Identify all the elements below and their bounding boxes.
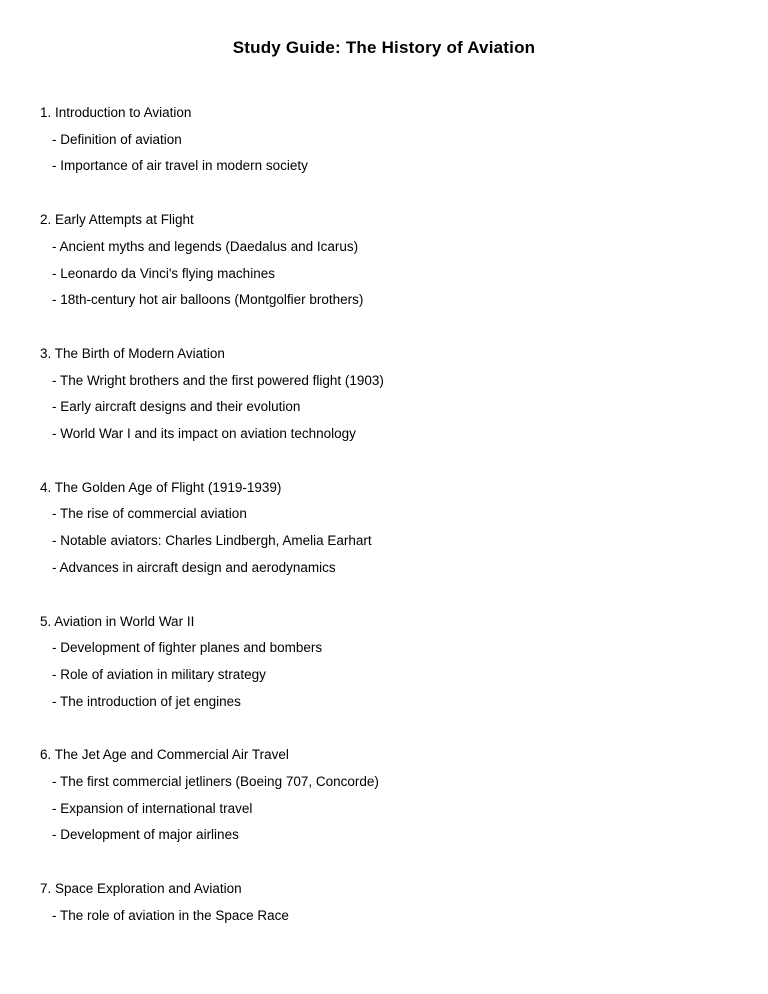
- outline-item: - The first commercial jetliners (Boeing 707, Concorde): [52, 774, 379, 790]
- outline-item: - The role of aviation in the Space Race: [52, 907, 289, 923]
- outline-item: - 18th-century hot air balloons (Montgolfier brothers): [52, 292, 364, 308]
- section-heading: 1. Introduction to Aviation: [40, 105, 192, 120]
- outline-item: - Early aircraft designs and their evolution: [52, 399, 301, 415]
- section-heading: 6. The Jet Age and Commercial Air Travel: [40, 747, 289, 763]
- outline-item: - The Wright brothers and the first powered flight (1903): [52, 372, 384, 388]
- section-introduction: [40, 100, 728, 180]
- section-heading: 4. The Golden Age of Flight (1919-1939): [40, 479, 282, 495]
- outline-item: - The introduction of jet engines: [52, 693, 241, 709]
- outline-item: - Ancient myths and legends (Daedalus and Icarus): [52, 238, 359, 254]
- outline-item: - The rise of commercial aviation: [52, 506, 247, 522]
- section-heading: 2. Early Attempts at Flight: [40, 212, 194, 228]
- outline-item: - Advances in aircraft design and aerodynamics: [52, 559, 336, 575]
- section-heading: 3. The Birth of Modern Aviation: [40, 345, 225, 361]
- outline-item: - Notable aviators: Charles Lindbergh, Amelia Earhart: [52, 533, 372, 549]
- outline-item: - Definition of aviation: [52, 131, 182, 147]
- outline-item: - Development of fighter planes and bombers: [52, 640, 323, 656]
- section-world-war-ii: [40, 609, 728, 716]
- outline-item: - Development of major airlines: [52, 827, 239, 843]
- section-heading: 5. Aviation in World War II: [40, 613, 195, 629]
- document-title: Study Guide: The History of Aviation: [232, 38, 536, 57]
- section-birth-of-modern-aviation: [40, 341, 728, 448]
- outline-item: - Expansion of international travel: [52, 800, 253, 816]
- section-golden-age: [40, 475, 728, 582]
- section-space-exploration: [40, 876, 728, 929]
- outline-item: - Leonardo da Vinci's flying machines: [52, 265, 275, 281]
- section-heading: 7. Space Exploration and Aviation: [40, 881, 242, 897]
- study-guide-outline: [40, 100, 728, 930]
- section-early-attempts: [40, 207, 728, 314]
- section-jet-age: [40, 742, 728, 849]
- outline-item: - Importance of air travel in modern society: [52, 158, 308, 174]
- outline-item: - World War I and its impact on aviation technology: [52, 426, 356, 442]
- outline-item: - Role of aviation in military strategy: [52, 666, 266, 682]
